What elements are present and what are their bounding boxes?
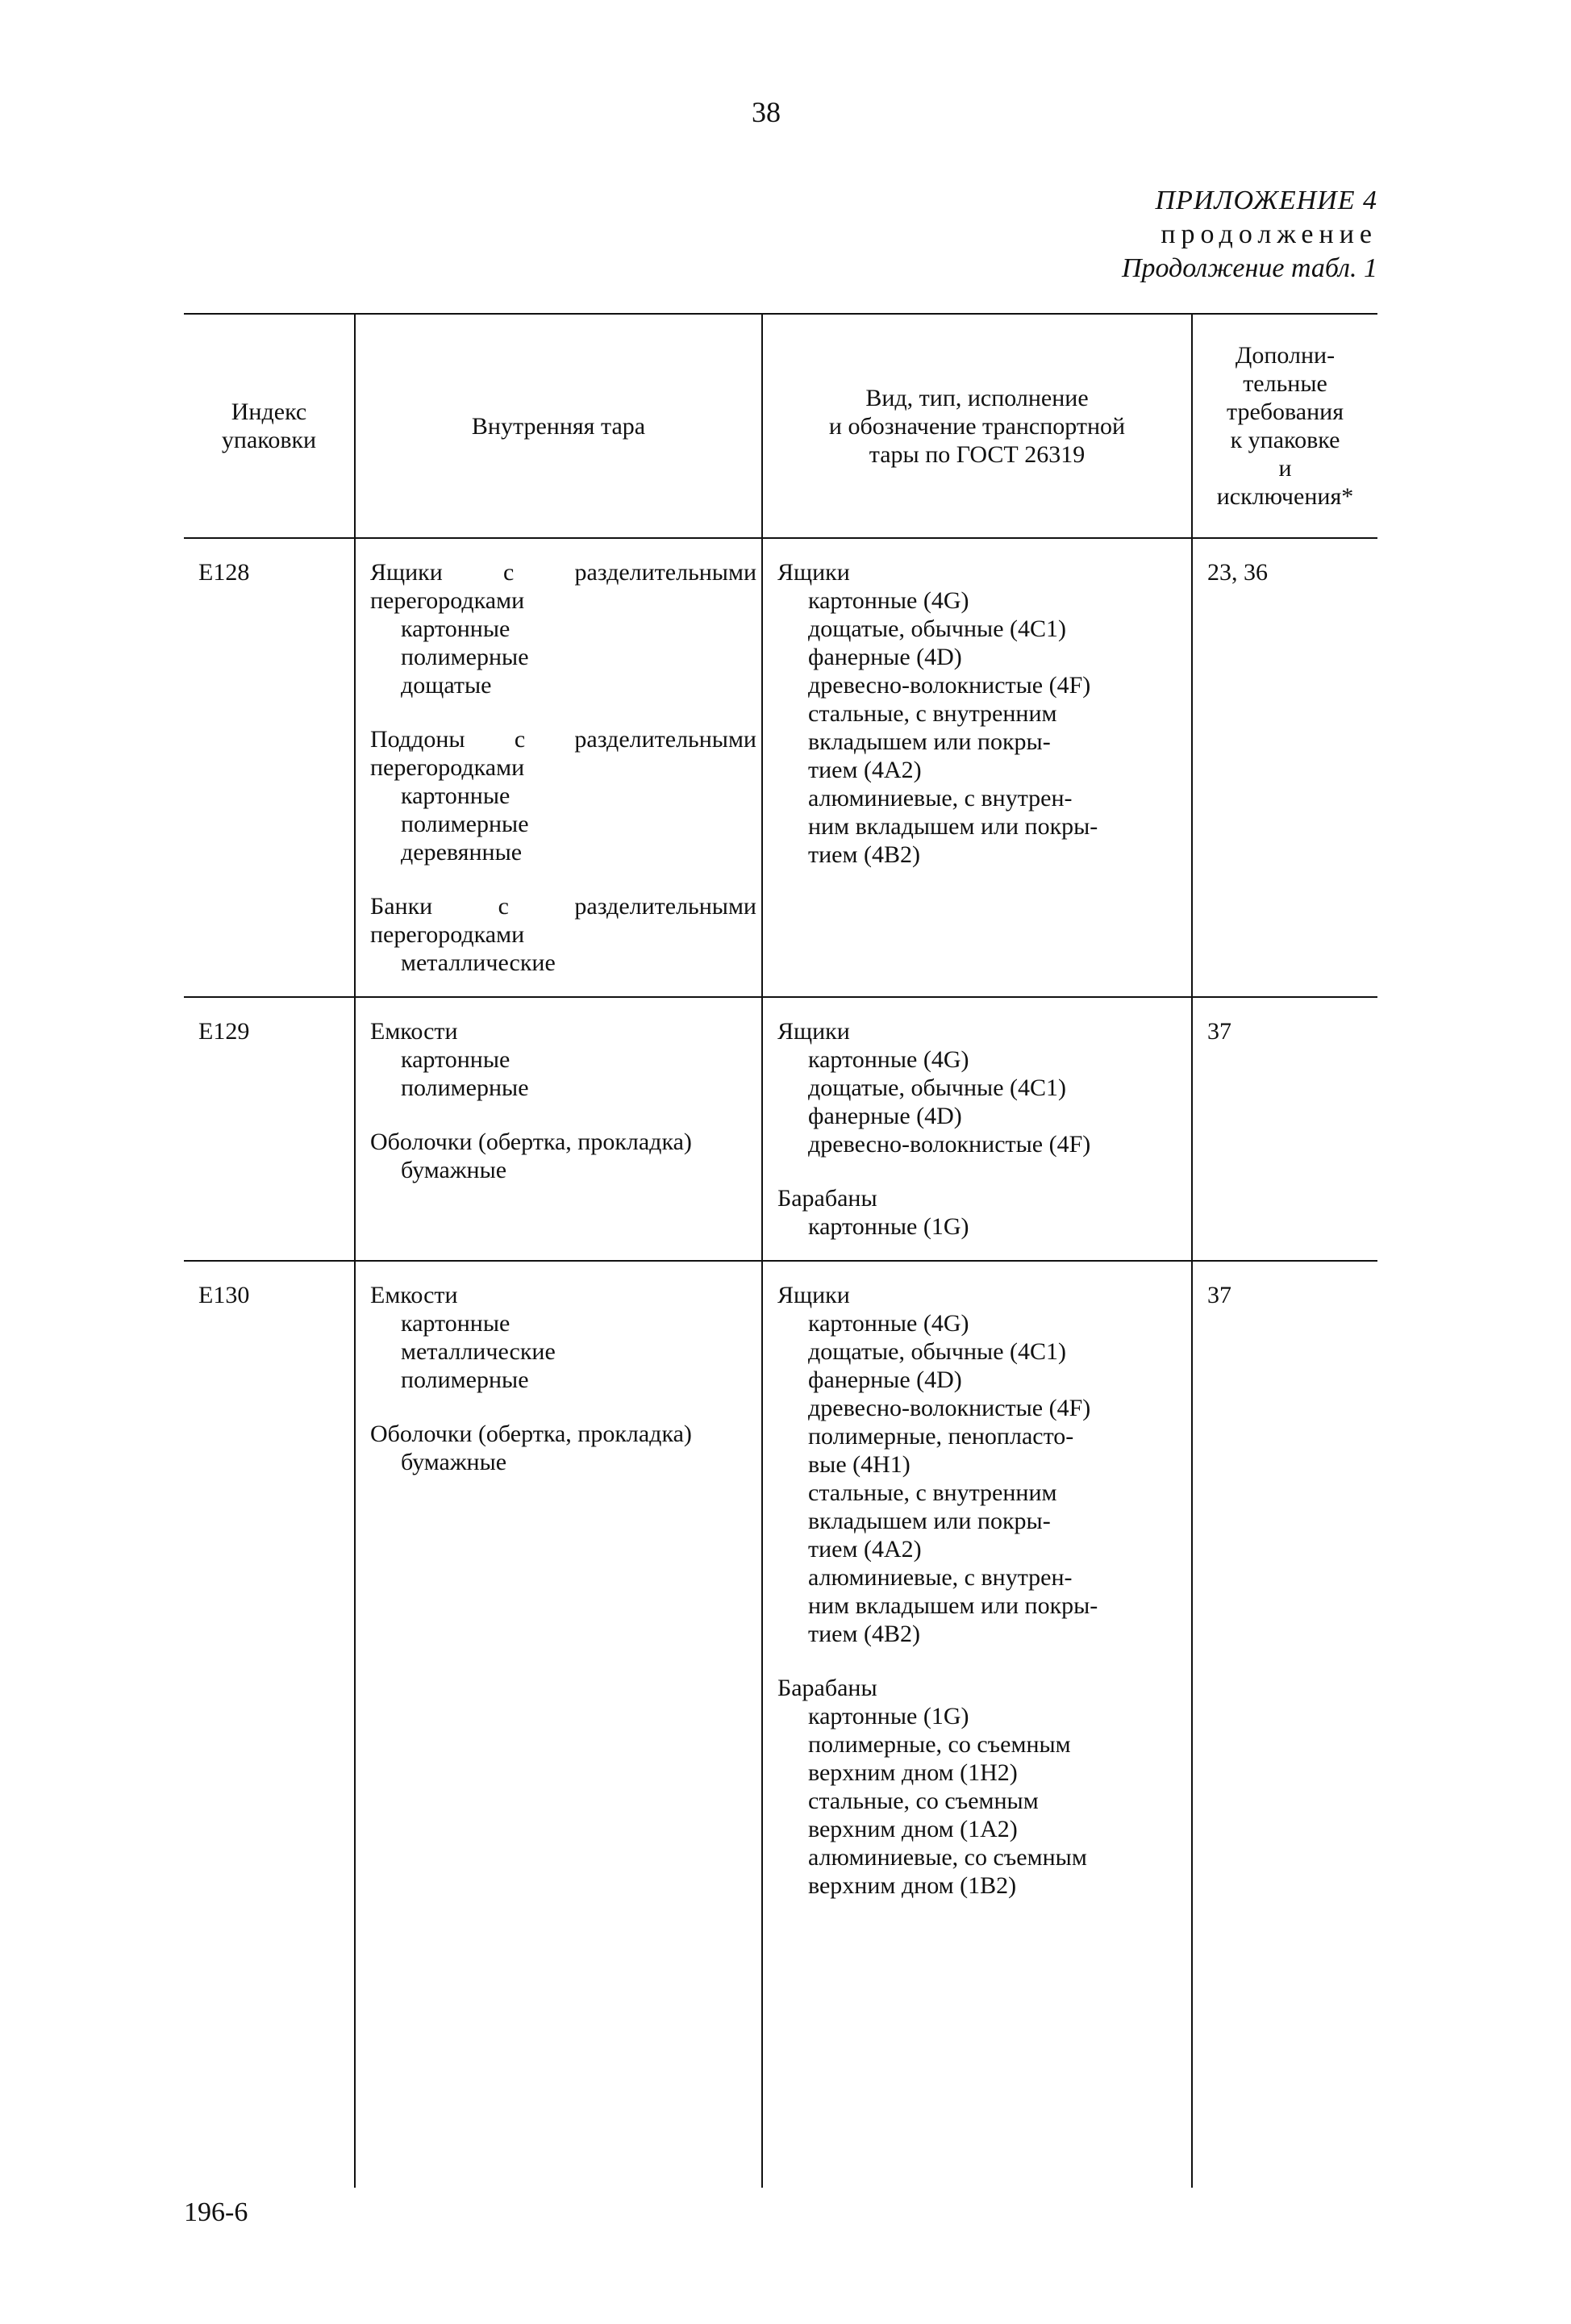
additional-requirements: 23, 36 — [1192, 538, 1377, 997]
inner-packaging-item: полимерные — [401, 644, 529, 670]
inner-packaging-item: картонные — [401, 615, 510, 642]
transport-packaging-group — [777, 1281, 1186, 1648]
inner-packaging-name: Оболочки (обертка, прокладка) — [370, 1421, 692, 1447]
package-index: Е129 — [184, 997, 355, 1261]
column-header-additional-requirements: Дополни- тельные требования к упаковке и исключения* — [1192, 314, 1377, 538]
table-header-row — [184, 314, 1377, 538]
inner-packaging-group — [370, 1017, 756, 1102]
column-header-transport-packaging: Вид, тип, исполнение и обозначение транспортной тары по ГОСТ 26319 — [762, 314, 1192, 538]
column-header-index: Индекс упаковки — [184, 314, 355, 538]
transport-packaging-item: картонные (4G) — [808, 587, 969, 614]
transport-packaging-item: древесно-волокнистые (4F) — [808, 1395, 1091, 1421]
transport-packaging-item: дощатые, обычные (4С1) — [808, 1338, 1067, 1365]
transport-packaging-item: картонные (1G) — [808, 1703, 969, 1729]
inner-packaging-cell — [355, 1261, 762, 2188]
inner-packaging-item: полимерные — [401, 1074, 529, 1101]
table-reference: Продолжение табл. 1 — [1121, 253, 1377, 283]
transport-packaging-name: Барабаны — [777, 1185, 877, 1212]
inner-packaging-name: Поддоны с разделительными перегородками — [370, 726, 756, 781]
inner-packaging-group — [370, 725, 756, 866]
inner-packaging-item: дощатые — [401, 672, 492, 699]
transport-packaging-item: стальные, с внутренним вкладышем или покры- тием (4А2) — [808, 1479, 1057, 1563]
transport-packaging-name: Ящики — [777, 559, 850, 586]
transport-packaging-name: Барабаны — [777, 1675, 877, 1701]
transport-packaging-cell — [762, 538, 1192, 997]
inner-packaging-group — [370, 1420, 756, 1476]
appendix-header — [1122, 184, 1377, 286]
inner-packaging-cell — [355, 997, 762, 1261]
additional-requirements: 37 — [1192, 997, 1377, 1261]
inner-packaging-item: картонные — [401, 782, 510, 809]
transport-packaging-item: стальные, со съемным верхним дном (1А2) — [808, 1788, 1039, 1842]
transport-packaging-group — [777, 558, 1186, 869]
inner-packaging-name: Емкости — [370, 1018, 458, 1045]
appendix-title: ПРИЛОЖЕНИЕ 4 — [1155, 186, 1377, 215]
transport-packaging-item: картонные (1G) — [808, 1213, 969, 1240]
transport-packaging-group — [777, 1017, 1186, 1158]
transport-packaging-item: дощатые, обычные (4С1) — [808, 615, 1067, 642]
transport-packaging-item: дощатые, обычные (4С1) — [808, 1074, 1067, 1101]
transport-packaging-item: древесно-волокнистые (4F) — [808, 1131, 1091, 1158]
table-row — [184, 997, 1377, 1261]
transport-packaging-item: фанерные (4D) — [808, 1366, 962, 1393]
transport-packaging-item: полимерные, со съемным верхним дном (1Н2) — [808, 1731, 1071, 1786]
transport-packaging-item: фанерные (4D) — [808, 1103, 962, 1129]
inner-packaging-name: Емкости — [370, 1282, 458, 1308]
transport-packaging-cell — [762, 997, 1192, 1261]
transport-packaging-item: полимерные, пенопласто- вые (4Н1) — [808, 1423, 1074, 1478]
appendix-continuation: продолжение — [1161, 219, 1377, 249]
inner-packaging-item: картонные — [401, 1046, 510, 1073]
inner-packaging-group — [370, 892, 756, 977]
inner-packaging-group — [370, 1281, 756, 1394]
transport-packaging-item: алюминиевые, со съемным верхним дном (1В2) — [808, 1844, 1087, 1899]
transport-packaging-group — [777, 1184, 1186, 1241]
footer-code: 196-6 — [184, 2197, 248, 2227]
table-row — [184, 538, 1377, 997]
transport-packaging-group — [777, 1674, 1186, 1900]
transport-packaging-item: картонные (4G) — [808, 1310, 969, 1337]
transport-packaging-item: алюминиевые, с внутрен- ним вкладышем или покры- тием (4В2) — [808, 785, 1098, 868]
inner-packaging-name: Оболочки (обертка, прокладка) — [370, 1129, 692, 1155]
transport-packaging-item: фанерные (4D) — [808, 644, 962, 670]
additional-requirements: 37 — [1192, 1261, 1377, 2188]
inner-packaging-item: металлические — [401, 1338, 556, 1365]
transport-packaging-item: стальные, с внутренним вкладышем или покры- тием (4А2) — [808, 700, 1057, 783]
inner-packaging-item: картонные — [401, 1310, 510, 1337]
inner-packaging-group — [370, 558, 756, 699]
transport-packaging-name: Ящики — [777, 1282, 850, 1308]
inner-packaging-item: бумажные — [401, 1157, 507, 1183]
transport-packaging-cell — [762, 1261, 1192, 2188]
inner-packaging-group — [370, 1128, 756, 1184]
inner-packaging-item: металлические — [401, 949, 556, 976]
packaging-table — [184, 313, 1377, 2188]
inner-packaging-item: полимерные — [401, 811, 529, 837]
inner-packaging-name: Банки с разделительными перегородками — [370, 893, 756, 948]
inner-packaging-name: Ящики с разделительными перегородками — [370, 559, 756, 614]
transport-packaging-name: Ящики — [777, 1018, 850, 1045]
package-index: Е130 — [184, 1261, 355, 2188]
transport-packaging-item: картонные (4G) — [808, 1046, 969, 1073]
table-row — [184, 1261, 1377, 2188]
inner-packaging-item: бумажные — [401, 1449, 507, 1475]
inner-packaging-item: полимерные — [401, 1366, 529, 1393]
page-number: 38 — [752, 96, 781, 128]
package-index: Е128 — [184, 538, 355, 997]
column-header-inner-packaging: Внутренняя тара — [355, 314, 762, 538]
inner-packaging-cell — [355, 538, 762, 997]
transport-packaging-item: древесно-волокнистые (4F) — [808, 672, 1091, 699]
inner-packaging-item: деревянные — [401, 839, 523, 866]
transport-packaging-item: алюминиевые, с внутрен- ним вкладышем или покры- тием (4В2) — [808, 1564, 1098, 1647]
